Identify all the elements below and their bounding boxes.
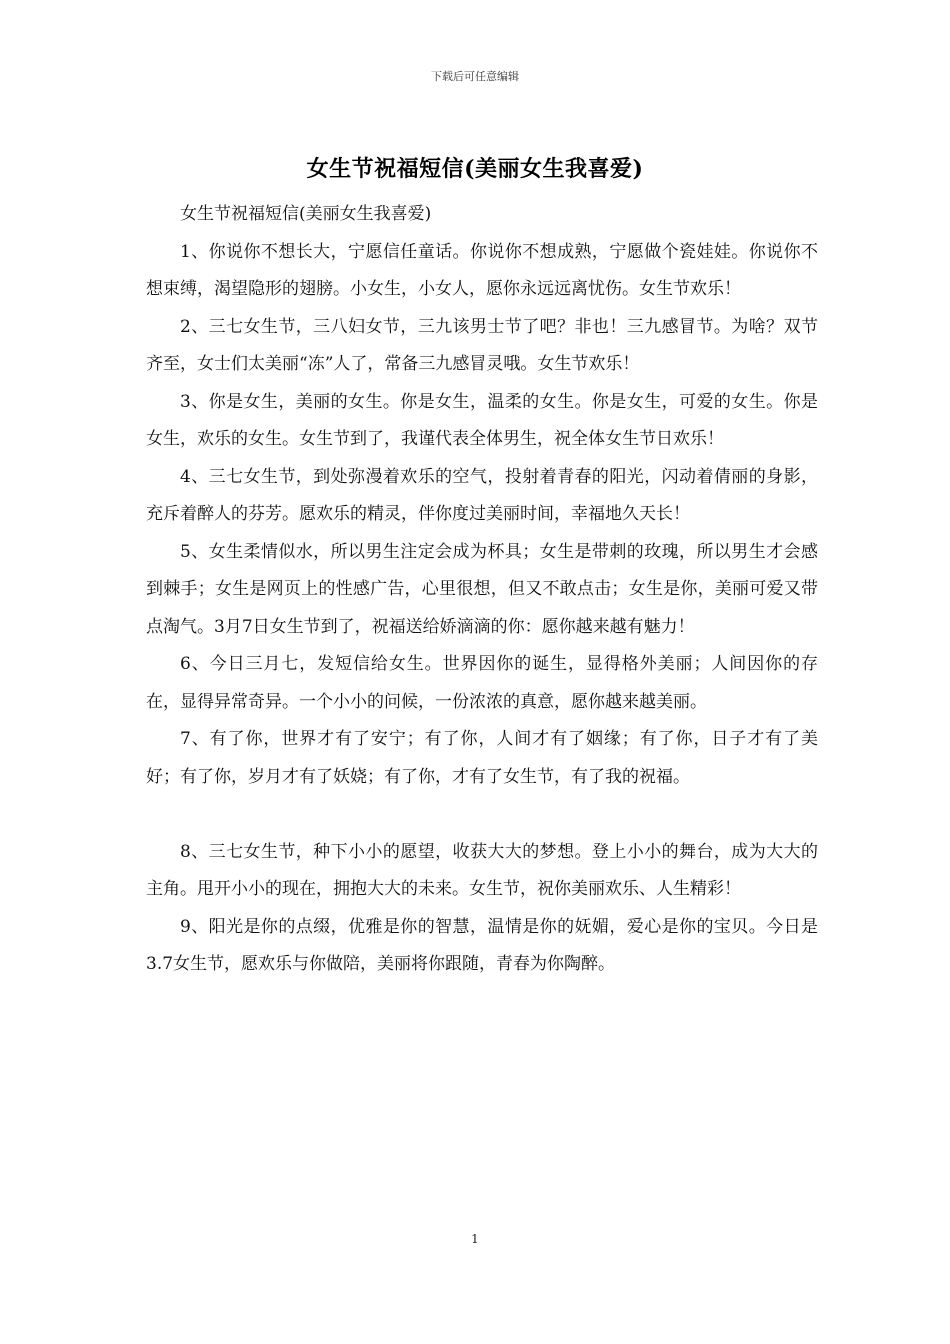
subtitle-line: 女生节祝福短信(美丽女生我喜爱) [180, 204, 432, 224]
document-title: 女生节祝福短信(美丽女生我喜爱) [306, 156, 644, 182]
document-body [146, 196, 818, 984]
header-note: 下载后可任意编辑 [431, 70, 519, 83]
paragraph-1: 1、你说你不想长大，宁愿信任童话。你说你不想成熟，宁愿做个瓷娃娃。你说你不想束缚，渴望隐形的翅膀。小女生，小女人，愿你永远远离忧伤。女生节欢乐！ [146, 241, 818, 299]
paragraph-3: 3、你是女生，美丽的女生。你是女生，温柔的女生。你是女生，可爱的女生。你是女生，欢乐的女生。女生节到了，我谨代表全体男生，祝全体女生节日欢乐！ [146, 391, 818, 449]
paragraph-7: 7、有了你，世界才有了安宁；有了你，人间才有了姻缘；有了你，日子才有了美好；有了你，岁月才有了妖娆；有了你，才有了女生节，有了我的祝福。 [146, 729, 818, 787]
paragraph-2: 2、三七女生节，三八妇女节，三九该男士节了吧？非也！三九感冒节。为啥？双节齐至，女士们太美丽“冻”人了，常备三九感冒灵哦。女生节欢乐！ [146, 316, 818, 374]
paragraph-6: 6、今日三月七，发短信给女生。世界因你的诞生，显得格外美丽；人间因你的存在，显得异常奇异。一个小小的问候，一份浓浓的真意，愿你越来越美丽。 [146, 654, 818, 712]
paragraph-5: 5、女生柔情似水，所以男生注定会成为杯具；女生是带刺的玫瑰，所以男生才会感到棘手；女生是网页上的性感广告，心里很想，但又不敢点击；女生是你，美丽可爱又带点淘气。3月7日女生节到了，祝福送给娇滴滴的你：愿你越来越有魅力！ [146, 541, 818, 637]
paragraph-4: 4、三七女生节，到处弥漫着欢乐的空气，投射着青春的阳光，闪动着倩丽的身影，充斥着醉人的芬芳。愿欢乐的精灵，伴你度过美丽时间，幸福地久天长！ [146, 466, 818, 524]
paragraph-9: 9、阳光是你的点缀，优雅是你的智慧，温情是你的妩媚，爱心是你的宝贝。今日是3.7女生节，愿欢乐与你做陪，美丽将你跟随，青春为你陶醉。 [146, 916, 818, 974]
paragraph-8: 8、三七女生节，种下小小的愿望，收获大大的梦想。登上小小的舞台，成为大大的主角。甩开小小的现在，拥抱大大的未来。女生节，祝你美丽欢乐、人生精彩！ [146, 841, 818, 899]
page-number: 1 [471, 1232, 479, 1246]
